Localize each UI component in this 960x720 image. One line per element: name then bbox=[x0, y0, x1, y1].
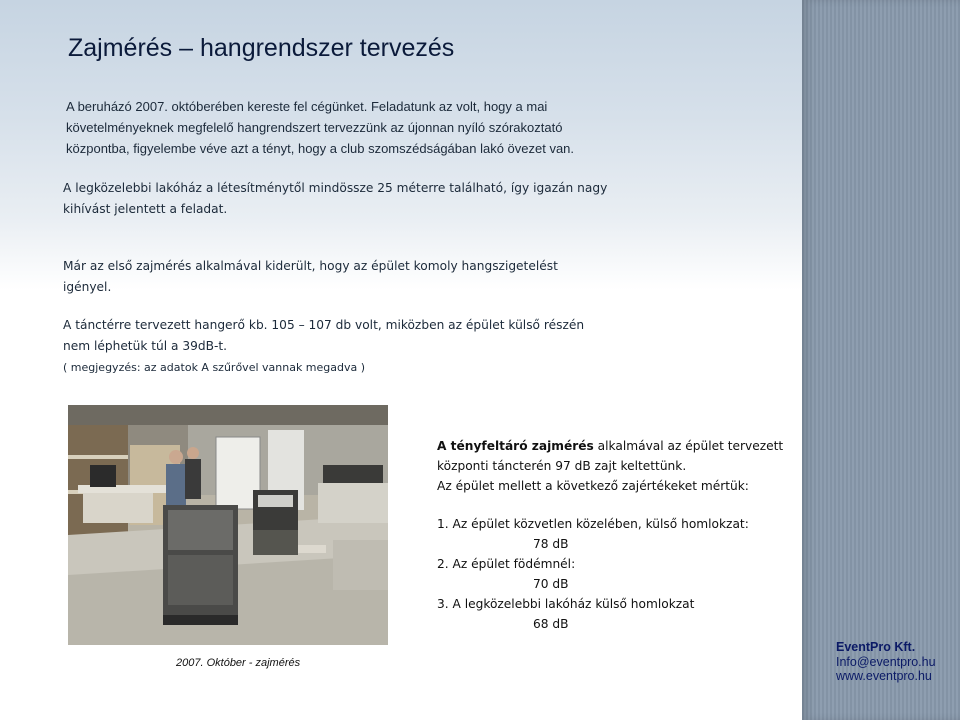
results-lead-rest: alkalmával az épület tervezett bbox=[593, 439, 784, 453]
right-decorative-panel bbox=[802, 0, 960, 720]
company-name: EventPro Kft. bbox=[836, 640, 916, 654]
company-website[interactable]: www.eventpro.hu bbox=[836, 669, 932, 683]
result-item-value: 70 dB bbox=[533, 577, 569, 591]
intro-paragraph: A beruházó 2007. októberében kereste fel cégünket. Feladatunk az volt, hogy a mai követelményeknek megfelelő hangrendszert tervezzünk az újonnan nyíló szórakoztató központba, figyelembe véve azt a tényt, hogy a club szomszédságában lakó övezet van. bbox=[66, 99, 575, 156]
photo-caption: 2007. Október - zajmérés bbox=[176, 657, 301, 669]
results-line-2: központi táncterén 97 dB zajt keltettünk. bbox=[437, 459, 687, 473]
page-title: Zajmérés – hangrendszer tervezés bbox=[68, 34, 455, 62]
first-measurement-paragraph: Már az első zajmérés alkalmával kiderült, hogy az épület komoly hangszigetelést igényel. bbox=[63, 259, 558, 294]
sound-levels-paragraph: A tánctérre tervezett hangerő kb. 105 – 107 db volt, miközben az épület külső részén nem léphetük túl a 39dB-t. bbox=[63, 318, 585, 353]
company-email[interactable]: Info@eventpro.hu bbox=[836, 654, 936, 669]
results-line-3: Az épület mellett a következő zajértékeket mértük: bbox=[437, 479, 749, 493]
result-item-value: 78 dB bbox=[533, 537, 569, 551]
result-item-label: 2. Az épület födémnél: bbox=[437, 557, 576, 571]
result-item-label: 3. A legközelebbi lakóház külső homlokzat bbox=[437, 597, 695, 611]
filter-note: ( megjegyzés: az adatok A szűrővel vannak megadva ) bbox=[63, 361, 366, 374]
result-item-label: 1. Az épület közvetlen közelében, külső homlokzat: bbox=[437, 517, 749, 531]
proximity-paragraph: A legközelebbi lakóház a létesítménytől mindössze 25 méterre található, így igazán nagy kihívást jelentett a feladat. bbox=[63, 181, 608, 216]
company-info bbox=[836, 640, 936, 684]
results-intro-line bbox=[437, 436, 797, 456]
measurement-photo bbox=[68, 405, 388, 645]
measurement-results bbox=[437, 436, 797, 634]
result-item-value: 68 dB bbox=[533, 617, 569, 631]
results-lead-bold: A tényfeltáró zajmérés bbox=[437, 439, 594, 453]
